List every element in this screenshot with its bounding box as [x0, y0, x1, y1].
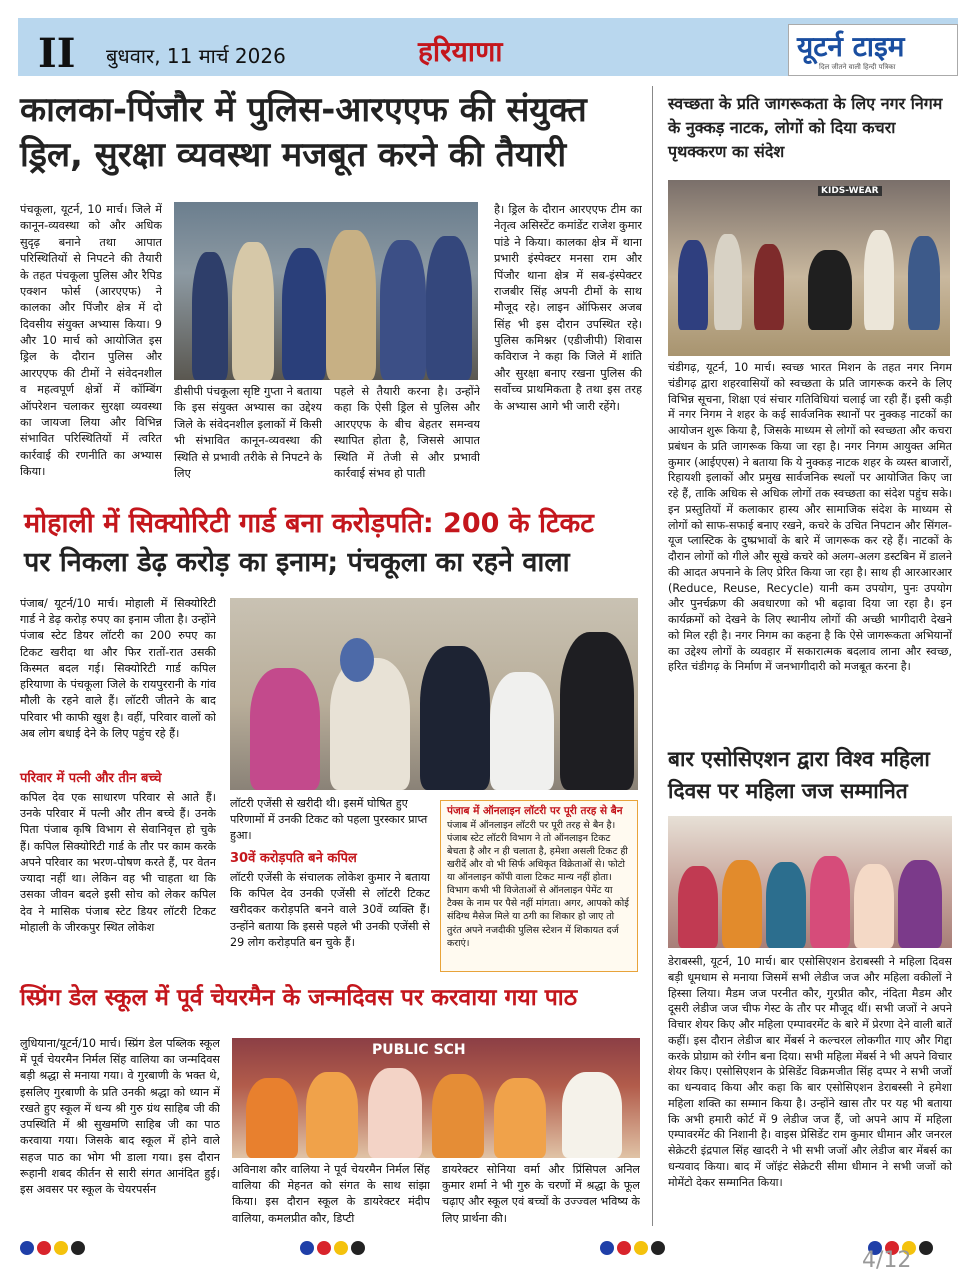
article5-photo [668, 816, 952, 948]
article2-body-col2b: लॉटरी एजेंसी के संचालक लोकेश कुमार ने बताया कि कपिल देव उनकी एजेंसी से लॉटरी टिकट खरीदकर करोड़पति बनने वाले 30वें व्यक्ति हैं। उन्होंने बताया कि इससे पहले भी उनकी एजेंसी से 29 लोग करोड़पति बन चुके हैं। [230, 871, 430, 949]
page-indicator: 4/12 [862, 1248, 912, 1273]
footer-dots-left [20, 1240, 88, 1259]
article2-headline [24, 504, 646, 582]
article2-headline-line1: मोहाली में सिक्योरिटी गार्ड बना करोड़पति: 200 के टिकट [24, 508, 594, 539]
lottery-sidebar-title: पंजाब में ऑनलाइन लॉटरी पर पूरी तरह से बैन [447, 805, 623, 817]
issue-date: बुधवार, 11 मार्च 2026 [106, 44, 286, 68]
lottery-sidebar-text: पंजाब में ऑनलाइन लॉटरी पर पूरी तरह से बैन है। पंजाब स्टेट लॉटरी विभाग ने तो ऑनलाइन टिकट बेचता है और न ही चलाता है, हमेशा असली टिकट ही खरीदें और वो भी सिर्फ अधिकृत विक्रेताओं से। फोटो या ऑनलाइन कॉपी वाला टिकट मान्य नहीं होता। विभाग कभी भी विजेताओं से ऑनलाइन पेमेंट या टैक्स के नाम पर पैसे नहीं मांगता। अगर, आपको कोई संदिग्ध मैसेज मिले या ठगी का शिकार हो जाए तो तुरंत अपने नजदीकी पुलिस स्टेशन में शिकायत दर्ज कराएं। [447, 819, 629, 949]
article2-body-col1b: कपिल देव एक साधारण परिवार से आते हैं। उनके परिवार में पत्नी और तीन बच्चे हैं। उनके पिता पंजाब कृषि विभाग से सेवानिवृत्त हो चुके हैं। कपिल सिक्योरिटी गार्ड के तौर पर काम करके अपने परिवार का भरण-पोषण करते हैं, पर वेतन ज्यादा नहीं था। लेकिन वह भी चाहता था कि उसका जीवन बदले इसी सोच को लेकर कपिल देव ने मासिक पंजाब स्टेट डियर लॉटरी टिकट मोहाली के जीरकपुर स्थित लोकेश [20, 791, 216, 934]
article5-headline-line1: बार एसोसिएशन द्वारा विश्व महिला [668, 747, 930, 771]
article3-banner-text: PUBLIC SCH [372, 1042, 466, 1058]
lottery-sidebar [440, 800, 638, 972]
article3-headline: स्प्रिंग डेल स्कूल में पूर्व चेयरमैन के जन्मदिवस पर करवाया गया पाठ [20, 985, 578, 1011]
column-divider [652, 86, 653, 1226]
article5-headline [668, 744, 952, 807]
article2-subhead1: परिवार में पत्नी और तीन बच्चे [20, 771, 162, 786]
article1-photo [174, 202, 478, 380]
article4-shop-sign: KIDS-WEAR [818, 186, 882, 196]
footer-dots-middle-right [600, 1240, 668, 1259]
article2-body-col1a: पंजाब/ यूटर्न/10 मार्च। मोहाली में सिक्योरिटी गार्ड ने डेढ़ करोड़ रुपए का इनाम जीता है। उन्होंने पंजाब स्टेट डियर लॉटरी का 200 रुपए का टिकट खरीदा था और फिर रातों-रात उसकी किस्मत बदल गई। सिक्योरिटी गार्ड कपिल हरियाणा के पंचकूला जिले के रायपुररानी के गांव मौली के रहने वाले हैं। लॉटरी जीतने के बाद परिवार भी काफी खुश है। वहीं, परिवार वालों को अब लोग बधाई देने के लिए पहुंच रहे हैं। [20, 597, 216, 740]
footer-dots-middle-left [300, 1240, 368, 1259]
article4-headline: स्वच्छता के प्रति जागरूकता के लिए नगर निगम के नुक्कड़ नाटक, लोगों को दिया कचरा पृथक्करण का संदेश [668, 94, 943, 161]
article1-body-col3: पहले से तैयारी करना है। उन्होंने कहा कि ऐसी ड्रिल से पुलिस और आरएएफ के बीच बेहतर समन्वय स्थापित होता है, जिससे आपात स्थिति में तेजी से और प्रभावी कार्रवाई संभव हो पाती [334, 385, 480, 480]
section-title: हरियाणा [418, 35, 503, 68]
article3-body-col1: लुधियाना/यूटर्न/10 मार्च। स्प्रिंग डेल पब्लिक स्कूल में पूर्व चेयरमैन निर्मल सिंह वालिया का जन्मदिवस बड़ी श्रद्धा से मनाया गया। वे गुरबाणी के भक्त थे, इसलिए गुरबाणी के प्रति उनकी श्रद्धा को ध्यान में रखते हुए स्कूल में धन्य श्री गुरु ग्रंथ साहिब जी की उपस्थिति में श्री सुखमणि साहिब जी का पाठ करवाया गया। जिसके बाद स्कूल में होने वाले सहज पाठ का भोग भी डाला गया। इस दौरान रूहानी शबद कीर्तन से सारी संगत आनंदित हुई। इस अवसर पर स्कूल के चेयरपर्सन [20, 1037, 220, 1197]
article1-body-col1: पंचकूला, यूटर्न, 10 मार्च। जिले में कानून-व्यवस्था को और अधिक सुदृढ़ बनाने तथा आपात परिस्थितियों से निपटने की तैयारी के तहत पंचकूला पुलिस और रैपिड एक्शन फोर्स (आरएएफ) ने कालका और पिंजौर क्षेत्र में दो दिवसीय संयुक्त अभ्यास किया। 9 और 10 मार्च को आयोजित इस ड्रिल के दौरान पुलिस और आरएएफ की टीमों ने संवेदनशील व महत्वपूर्ण क्षेत्रों में कॉम्बिंग ऑपरेशन चलाकर सुरक्षा व्यवस्था का जायजा लिया और विभिन्न संभावित परिस्थितियों में त्वरित कार्रवाई की रणनीति का अभ्यास किया। [20, 203, 162, 478]
article5-headline-line2: दिवस पर महिला जज सम्मानित [668, 778, 908, 803]
article1-body-col4: है। ड्रिल के दौरान आरएएफ टीम का नेतृत्व असिस्टेंट कमांडेंट राजेश कुमार पांडे ने किया। कालका क्षेत्र में थाना प्रभारी इंस्पेक्टर मनसा राम और पिंजौर थाना क्षेत्र में सब-इंस्पेक्टर राजबीर सिंह अपनी टीमों के साथ मौजूद रहे। लाइन ऑफिसर अजब सिंह भी इस दौरान उपस्थित रहे। पुलिस कमिश्नर (एडीजीपी) शिवास कविराज ने कहा कि जिले में शांति और सुरक्षा बनाए रखना पुलिस की सर्वोच्च प्राथमिकता है तथा इस तरह के अभ्यास आगे भी जारी रहेंगे। [494, 203, 642, 413]
article2-subhead2: 30वें करोड़पति बने कपिल [230, 851, 357, 866]
article3-body-col2: अविनाश कौर वालिया ने पूर्व चेयरमैन निर्मल सिंह वालिया की मेहनत को संगत के साथ सांझा किया। इस दौरान स्कूल के डायरेक्टर मंदीप वालिया, कमलप्रीत कौर, डिप्टी [232, 1163, 430, 1225]
brand-name: यूटर्न टाइम [797, 30, 905, 63]
article5-body: डेराबस्सी, यूटर्न, 10 मार्च। बार एसोसिएशन डेराबस्सी ने महिला दिवस बड़ी धूमधाम से मनाया जिसमें सभी लेडीज जज और महिला वकीलों ने हिस्सा लिया। मैडम जज परनीत कौर, गुरप्रीत कौर, नंदिता मैडम और दूसरी लेडीज जज चीफ गेस्ट के तौर पर मौजूद थीं। सभी जजों ने अपने विचार शेयर किए और महिला एम्पावरमेंट के बारे में प्रेरणा देने वाली बातें कहीं। इस दौरान लेडीज बार मेंबर्स ने कल्चरल लोकगीत गाए और गिद्दा करके प्रोग्राम को रंगीन बना दिया। सभी महिला मेंबर्स ने भी अपने विचार शेयर किए। एसोसिएशन के प्रेसिडेंट विक्रमजीत सिंह दप्पर ने सभी जजों का धन्यवाद किया और कहा कि बार एसोसिएशन डेराबस्सी ने हमेशा महिला शक्ति का सम्मान किया है। उन्होंने खास तौर पर यह भी बताया कि अभी हमारी कोर्ट में 9 लेडीज जज हैं, जो अपने आप में महिला एम्पावरमेंट की निशानी है। वाइस प्रेसिडेंट राम कुमार धीमान और जनरल सेक्रेटरी इंद्रपाल सिंह खादरी ने भी सभी जजों और लेडीज बार मेंबर्स का धन्यवाद किया। बाद में जॉइंट सेक्रेटरी सीमा धीमान ने सभी जजों को मोमेंटो देकर सम्मानित किया। [668, 955, 952, 1189]
article1-headline-line1: कालका-पिंजौर में पुलिस-आरएएफ की संयुक्त [20, 90, 587, 130]
article3-body-col3: डायरेक्टर सोनिया वर्मा और प्रिंसिपल अनिल कुमार शर्मा ने भी गुरु के चरणों में श्रद्धा के फूल चढ़ाए और स्कूल एवं बच्चों के उज्ज्वल भविष्य के लिए प्रार्थना की। [442, 1163, 640, 1225]
article1-body-col2: डीसीपी पंचकूला सृष्टि गुप्ता ने बताया कि इस संयुक्त अभ्यास का उद्देश्य जिले के संवेदनशील इलाकों में किसी भी संभावित कानून-व्यवस्था की स्थिति से प्रभावी तरीके से निपटने के लिए [174, 385, 322, 480]
article3-photo [232, 1038, 640, 1158]
article2-body-col2a: लॉटरी एजेंसी से खरीदी थी। इसमें घोषित हुए परिणामों में उनकी टिकट को पहला पुरस्कार प्राप्त हुआ। [230, 797, 428, 843]
article1-headline [20, 88, 645, 178]
article4-body: चंडीगढ़, यूटर्न, 10 मार्च। स्वच्छ भारत मिशन के तहत नगर निगम चंडीगढ़ द्वारा शहरवासियों को स्वच्छता के प्रति जागरूक करने के लिए विभिन्न सूचना, शिक्षा एवं संचार गतिविधियां चलाई जा रही हैं। इसी कड़ी में नगर निगम ने शहर के कई सार्वजनिक स्थानों पर नुक्कड़ नाटकों का आयोजन शुरू किया है, जिसके माध्यम से लोगों को स्वच्छता और कचरा प्रबंधन के प्रति जागरूक किया जा रहा है। नगर निगम आयुक्त अमित कुमार (आईएएस) ने बताया कि ये नुक्कड़ नाटक शहर के व्यस्त बाजारों, रिहायशी इलाकों और प्रमुख सार्वजनिक स्थलों पर आयोजित किए जा रहे हैं, ताकि अधिक से अधिक लोगों तक स्वच्छता का संदेश पहुंच सके। इन प्रस्तुतियों में कलाकार हास्य और सामाजिक संदेश के माध्यम से लोगों को साफ-सफाई बनाए रखने, कचरे के उचित निपटान और सिंगल-यूज प्लास्टिक के दुष्प्रभावों के बारे में जागरूक कर रहे हैं। नाटकों के दौरान लोगों को गीले और सूखे कचरे को अलग-अलग डस्टबिन में डालने की आदत अपनाने के लिए प्रेरित किया जा रहा है। साथ ही आरआरआर (Reduce, Reuse, Recycle) यानी कम उपयोग, पुनः उपयोग और पुनर्चक्रण की अवधारणा को भी बढ़ावा दिया जा रहा है। इन कार्यक्रमों को देखने के लिए स्थानीय लोगों की अच्छी भागीदारी देखने को मिल रही है। नगर निगम का कहना है कि ऐसे जागरूकता अभियानों का उद्देश्य लोगों के व्यवहार में सकारात्मक बदलाव लाना और स्वच्छ, हरित चंडीगढ़ के निर्माण में जनभागीदारी को मजबूत करना है। [668, 361, 952, 674]
page-header [18, 18, 958, 76]
article4-photo [668, 180, 950, 356]
article2-photo [230, 598, 638, 790]
page-number: II [38, 30, 76, 77]
article2-headline-line2: पर निकला डेढ़ करोड़ का इनाम; पंचकूला का रहने वाला [24, 547, 570, 579]
brand-logo [788, 24, 958, 76]
article1-headline-line2: ड्रिल, सुरक्षा व्यवस्था मजबूत करने की तैयारी [20, 134, 567, 175]
brand-tagline: दिल जीतने वाली हिन्दी पत्रिका [819, 63, 896, 71]
